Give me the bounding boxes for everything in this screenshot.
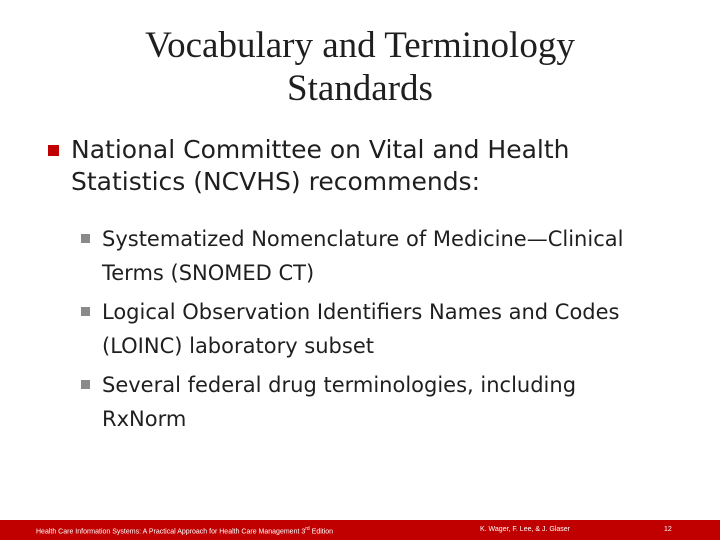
main-bullet-line-1: National Committee on Vital and Health bbox=[71, 135, 570, 164]
title-line-2: Standards bbox=[287, 68, 433, 109]
sub-bullet-line-1: Logical Observation Identifiers Names and Codes bbox=[102, 300, 620, 324]
footer-book-title-suffix: Edition bbox=[309, 528, 334, 536]
footer-book-title-superscript: rd bbox=[305, 526, 310, 532]
sub-bullet-line-1: Several federal drug terminologies, including bbox=[102, 373, 577, 397]
sub-bullet-line-2: (LOINC) laboratory subset bbox=[102, 334, 374, 358]
footer-authors: K. Wager, F. Lee, & J. Glaser bbox=[480, 526, 570, 533]
sub-bullet-line-2: Terms (SNOMED CT) bbox=[102, 261, 315, 285]
bullet-list bbox=[48, 134, 688, 441]
square-bullet-icon bbox=[81, 234, 90, 243]
sub-bullet-line-2: RxNorm bbox=[102, 407, 187, 431]
main-bullet bbox=[48, 134, 688, 198]
square-bullet-icon bbox=[81, 307, 90, 316]
sub-bullet-list bbox=[81, 222, 688, 436]
slide-title bbox=[40, 24, 680, 110]
title-line-1: Vocabulary and Terminology bbox=[145, 25, 575, 66]
sub-bullet-snomed bbox=[81, 222, 688, 290]
sub-bullet-loinc bbox=[81, 295, 688, 363]
main-bullet-line-2: Statistics (NCVHS) recommends: bbox=[71, 167, 481, 196]
square-bullet-icon bbox=[81, 380, 90, 389]
square-bullet-icon bbox=[48, 145, 59, 156]
sub-bullet-rxnorm bbox=[81, 368, 688, 436]
sub-bullet-line-1: Systematized Nomenclature of Medicine—Clinical bbox=[102, 227, 624, 251]
footer-book-title-main: Health Care Information Systems: A Practical Approach for Health Care Management 3 bbox=[36, 528, 306, 536]
page-number: 12 bbox=[664, 526, 672, 533]
footer-book-title bbox=[36, 526, 333, 535]
footer-bar bbox=[0, 520, 720, 540]
